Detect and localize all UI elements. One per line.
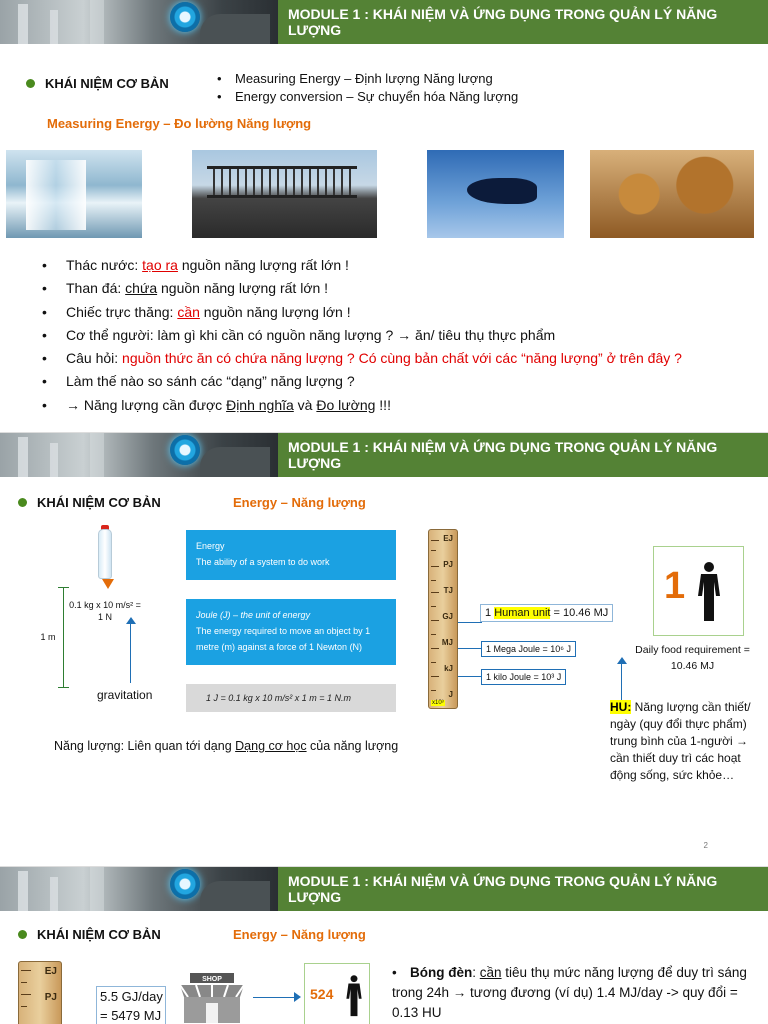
ruler-label: TJ xyxy=(443,586,453,595)
coal-mine-photo xyxy=(192,150,377,238)
gear-icon xyxy=(170,2,200,32)
subtitle: Energy – Năng lượng xyxy=(233,495,366,510)
bullet-item: • Làm thế nào so sánh các “dạng” năng lượng ? xyxy=(38,370,682,393)
height-cap xyxy=(58,587,69,588)
header-photo xyxy=(0,0,278,44)
joule-box-title: Joule (J) – the unit of energy xyxy=(196,610,311,620)
bullet-item: • → Năng lượng cần được Định nghĩa và Đo lường !!! xyxy=(38,394,682,417)
ruler-label: PJ xyxy=(44,992,57,1003)
subtitle: Measuring Energy – Đo lường Năng lượng xyxy=(47,116,312,131)
gravitation-label: gravitation xyxy=(97,688,153,702)
gear-icon xyxy=(170,435,200,465)
slide-2 xyxy=(0,432,768,864)
bullet-dot-icon xyxy=(26,79,35,88)
side-list xyxy=(217,70,518,106)
hu-pointer-line xyxy=(621,661,622,701)
energy-box-text: The ability of a system to do work xyxy=(196,557,330,567)
joule-box-text: The energy required to move an object by 1 metre (m) against a force of 1 Newton (N) xyxy=(196,626,371,652)
bullet-item: • Câu hỏi: nguồn thức ăn có chứa năng lượng ? Có cùng bản chất với các “năng lượng” ở trên đây ? xyxy=(38,347,682,370)
module-title: MODULE 1 : KHÁI NIỆM VÀ ỨNG DỤNG TRONG QUẢN LÝ NĂNG LƯỢNG xyxy=(278,0,768,44)
connector-line xyxy=(458,676,482,677)
bottle-icon xyxy=(98,529,112,579)
count-number: 524 xyxy=(310,986,334,1002)
ruler-label: J xyxy=(448,690,453,699)
daily-food-label: Daily food requirement = 10.46 MJ xyxy=(635,644,750,672)
ruler-label: EJ xyxy=(443,534,453,543)
module-title: MODULE 1 : KHÁI NIỆM VÀ ỨNG DỤNG TRONG QUẢN LÝ NĂNG LƯỢNG xyxy=(278,433,768,477)
energy-ruler xyxy=(18,961,62,1024)
formula-box: 1 J = 0.1 kg x 10 m/s² x 1 m = 1 N.m xyxy=(186,684,396,712)
force-label: 0.1 kg x 10 m/s² = 1 N xyxy=(69,600,141,622)
joule-definition-box xyxy=(186,599,396,665)
hu-description: HU: Năng lượng cần thiết/ ngày (quy đổi thực phẩm) trung bình của 1-người → cần thiết duy trì các hoạt động sống, sức khỏe… xyxy=(610,700,751,782)
header-photo xyxy=(0,433,278,477)
human-figure-box xyxy=(653,546,744,636)
ruler-label: GJ xyxy=(442,612,453,621)
section-heading: KHÁI NIỆM CƠ BẢN xyxy=(18,495,161,510)
shop-icon xyxy=(176,973,248,1023)
slide-1 xyxy=(0,0,768,432)
height-cap xyxy=(58,687,69,688)
person-icon xyxy=(696,561,722,623)
side-list-item: • Energy conversion – Sự chuyển hóa Năng lượng xyxy=(217,88,518,106)
helicopter-photo xyxy=(427,150,564,238)
bottom-note: Năng lượng: Liên quan tới dạng Dạng cơ học của năng lượng xyxy=(54,739,399,753)
energy-box-title: Energy xyxy=(196,541,225,551)
value-box: 5.5 GJ/day = 5479 MJ xyxy=(96,986,166,1024)
connector-line xyxy=(458,622,482,623)
ruler-label: PJ xyxy=(443,560,453,569)
height-label: 1 m xyxy=(40,632,56,642)
ruler-foot: x10³ xyxy=(432,700,444,706)
subtitle: Energy – Năng lượng xyxy=(233,927,366,942)
bullet-list xyxy=(38,254,682,417)
bullet-item: • Chiếc trực thăng: cần nguồn năng lượng lớn ! xyxy=(38,301,682,324)
hand-graphic xyxy=(200,447,270,477)
section-heading: KHÁI NIỆM CƠ BẢN xyxy=(26,76,169,91)
bullet-dot-icon xyxy=(18,498,27,507)
energy-definition-box xyxy=(186,530,396,580)
gear-icon xyxy=(170,869,200,899)
connector-line xyxy=(458,648,482,649)
person-icon xyxy=(345,972,363,1020)
bread-photo xyxy=(590,150,754,238)
waterfall-photo xyxy=(6,150,142,238)
mega-joule-box: 1 Mega Joule = 10⁶ J xyxy=(481,641,576,657)
slide-3 xyxy=(0,866,768,1024)
kilo-joule-box: 1 kilo Joule = 10³ J xyxy=(481,669,566,685)
page-number: 2 xyxy=(703,841,708,850)
bullet-dot-icon xyxy=(18,930,27,939)
height-line xyxy=(63,587,64,687)
slide-header xyxy=(0,433,768,477)
big-number: 1 xyxy=(664,565,686,607)
bullet-item: • Than đá: chứa nguồn năng lượng rất lớn ! xyxy=(38,277,682,300)
human-unit-box: 1 Human unit = 10.46 MJ xyxy=(480,604,613,622)
down-arrow-icon xyxy=(102,579,114,589)
section-heading: KHÁI NIỆM CƠ BẢN xyxy=(18,927,161,942)
right-arrow-icon xyxy=(294,992,301,1002)
up-arrow-icon xyxy=(126,617,136,624)
ruler-label: EJ xyxy=(44,966,57,977)
module-title: MODULE 1 : KHÁI NIỆM VÀ ỨNG DỤNG TRONG QUẢN LÝ NĂNG LƯỢNG xyxy=(278,867,768,911)
shop-sign: SHOP xyxy=(202,976,222,983)
bullet-item: • Thác nước: tạo ra nguồn năng lượng rất lớn ! xyxy=(38,254,682,277)
bullet-item: • Cơ thể người: làm gì khi cần có nguồn năng lượng ? → ăn/ tiêu thụ thực phẩm xyxy=(38,324,682,347)
header-photo xyxy=(0,867,278,911)
up-arrow-icon xyxy=(617,657,627,664)
lightbulb-note: • Bóng đèn: cần tiêu thụ mức năng lượng để duy trì sáng trong 24h → tương đương (ví dụ) 1.4 MJ/day -> quy đổi = 0.13 HU xyxy=(392,965,747,1020)
hand-graphic xyxy=(200,881,270,911)
human-figure-box xyxy=(304,963,370,1024)
ruler-label: kJ xyxy=(444,664,453,673)
hand-graphic xyxy=(200,14,270,44)
gravity-line xyxy=(130,621,131,683)
ruler-label: MJ xyxy=(441,638,453,647)
connector-line xyxy=(253,997,299,998)
energy-ruler xyxy=(428,529,458,709)
side-list-item: • Measuring Energy – Định lượng Năng lượng xyxy=(217,70,518,88)
slide-header xyxy=(0,867,768,911)
slide-header xyxy=(0,0,768,44)
